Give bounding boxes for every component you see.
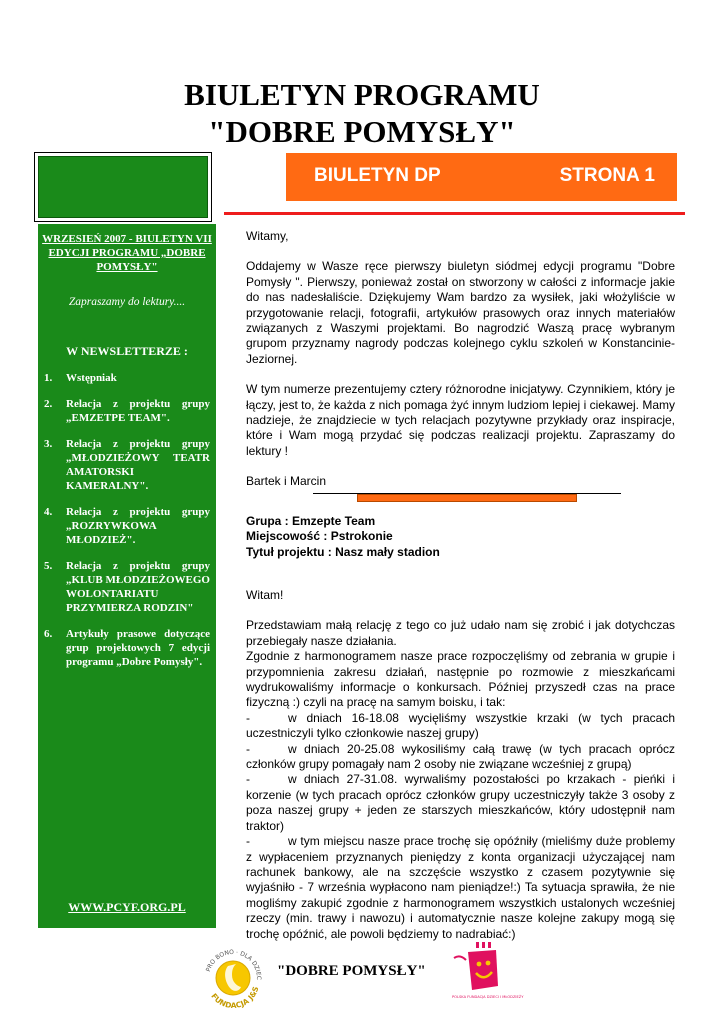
bullet-text: w tym miejscu nasze prace trochę się opóźniły (mieliśmy duże problemy z wypłaceniem przyznanych pieniędzy z konta organizacji użyczającej nam rachunek bankowy, ale na szczęście wszystko z czasem pozytywnie się wyjaśniło - 7 września wypłacono nam pieniądze!:) Ta sytuacja sprawiła, że nie mogliśmy zakupić zgodnie z harmonogramem wszystkich ustalonych wcześniej rzeczy (min. trawy i nawozu) i automatycznie nasze kolejne zakupy mogą się trochę opóźnić, ale powoli będziemy to nadrabiać:) [246, 834, 675, 941]
banner-title: BIULETYN DP [314, 165, 441, 186]
bullet-dash: - [246, 710, 250, 725]
item-number: 3. [44, 438, 53, 450]
sidebar-invite: Zapraszamy do lektury.... [68, 296, 186, 308]
item-text: Relacja z projektu grupy „KLUB MŁODZIEŻOWEGO WOLONTARIATU PRZYMIERZA RODZIN" [66, 560, 210, 614]
logo-arc-text: PRO BONO · DLA DZIEC [204, 948, 263, 980]
report-paragraph-1: Przedstawiam małą relację z tego co już udało nam się zrobić i jak dotychczas przebiegały nasze działania. [246, 618, 675, 648]
report-bullet [246, 772, 675, 834]
sidebar-heading: WRZESIEŃ 2007 - BIULETYN VII EDYCJI PROGRAMU „DOBRE POMYSŁY" [42, 233, 212, 273]
red-divider [224, 212, 685, 215]
bullet-text: w dniach 20-25.08 wykosiliśmy całą trawę (w tych pracach oprócz członków grupy pomagały nam 2 osoby nie związane wcześniej z grupą) [246, 741, 675, 772]
item-number: 1. [44, 372, 53, 384]
report-bullet [246, 742, 675, 773]
bullet-text: w dniach 16-18.08 wycięliśmy wszystkie krzaki (w tych pracach uczestniczyli tylko członkowie naszej grupy) [246, 710, 675, 741]
item-number: 2. [44, 398, 53, 410]
top-green-panel [38, 156, 208, 218]
group-project-title: Tytuł projektu : Nasz mały stadion [246, 544, 440, 559]
report-bullet [246, 711, 675, 742]
item-text: Relacja z projektu grupy „ROZRYWKOWA MŁODZIEŻ". [66, 506, 210, 546]
item-text: Relacja z projektu grupy „MŁODZIEŻOWY TEATR AMATORSKI KAMERALNY". [66, 438, 210, 492]
website-link[interactable]: WWW.PCYF.ORG.PL [68, 900, 186, 914]
report-paragraph-2: Zgodnie z harmonogramem nasze prace rozpoczęliśmy od zebrania w grupie i przypomnienia zakresu działań, następnie po rozmowie z mieszkańcami wydrukowaliśmy informacje o konkursach. Później przyszedł czas na prace fizyczną :) czyli na pracę na samym boisku, i tak: [246, 649, 675, 710]
newsletter-heading: W NEWSLETTERZE : [66, 344, 188, 358]
banner-page: STRONA 1 [559, 165, 655, 186]
top-green-box [34, 152, 212, 222]
footer-program-name: "DOBRE POMYSŁY" [277, 963, 426, 979]
intro-article [246, 229, 675, 490]
intro-paragraph-1: Oddajemy w Wasze ręce pierwszy biuletyn siódmej edycji programu "Dobre Pomysły ". Pierwszy, ponieważ został on stworzony w całości z informacje jakie do nas nadesłaliście. Dziękujemy Wam bardzo za wysiłek, jaki włożyliście w przygotowanie relacji, fotografii, artykułów prasowych oraz innych materiałów związanych z Waszymi projektami. Bo nagrodzić Waszą pracę wybranym grupom przyznamy nagrody podczas kolejnego cyklu szkoleń w Konstancinie-Jeziornej. [246, 259, 675, 366]
contents-list [38, 371, 216, 681]
sidebar [38, 224, 216, 928]
report-bullet [246, 834, 675, 942]
bullet-dash: - [246, 834, 250, 849]
item-text: Relacja z projektu grupy „EMZETPE TEAM". [66, 398, 210, 424]
item-number: 5. [44, 560, 53, 572]
intro-signature: Bartek i Marcin [246, 474, 327, 489]
intro-paragraph-2: W tym numerze prezentujemy cztery różnorodne inicjatywy. Czynnikiem, który je łączy, jest to, że każda z nich pomaga żyć innym ludziom lepiej i ciekawej. Mamy nadzieje, że znajdziecie w tych relacjach pozytywne przykłady oraz inspiracje, które i Wam mogą przydać się podczas realizacji projektu. Zapraszamy do lektury ! [246, 382, 675, 458]
bullet-dash: - [246, 741, 250, 756]
title-line-2: "DOBRE POMYSŁY" [208, 114, 516, 149]
logo-caption: POLSKA FUNDACJA DZIECI I MŁODZIEŻY [452, 995, 524, 999]
group-name: Grupa : Emzepte Team [246, 514, 376, 528]
item-number: 6. [44, 628, 53, 640]
polish-foundation-logo-icon [446, 940, 524, 1010]
group-report [246, 588, 675, 942]
bullet-dash: - [246, 772, 250, 787]
intro-greeting: Witamy, [246, 229, 289, 243]
group-info [246, 514, 675, 560]
bullet-text: w dniach 27-31.08. wyrwaliśmy pozostałości po krzakach - pieńki i korzenie (w tych pracach oprócz członków grupy uczestniczyły także 3 osoby z poza naszej grupy + jeden ze starszych mieszkańców, który udostępnił nam traktor) [246, 772, 675, 833]
contents-item [38, 559, 216, 615]
item-text: Artykuły prasowe dotyczące grup projektowych 7 edycji programu „Dobre Pomysły". [66, 628, 210, 668]
contents-item [38, 505, 216, 547]
contents-item [38, 437, 216, 493]
item-text: Wstępniak [66, 372, 117, 384]
foundation-logo-icon [199, 942, 267, 1010]
report-greeting: Witam! [246, 588, 284, 602]
item-number: 4. [44, 506, 53, 518]
title-line-1: BIULETYN PROGRAMU [184, 77, 540, 112]
header-banner [286, 153, 677, 201]
section-divider-bar [357, 494, 577, 502]
group-location: Miejscowość : Pstrokonie [246, 529, 393, 544]
page-title [0, 76, 724, 150]
contents-item [38, 627, 216, 669]
contents-item [38, 371, 216, 385]
contents-item [38, 397, 216, 425]
logo-name-text: FUNDACJA J&S [209, 985, 261, 1010]
